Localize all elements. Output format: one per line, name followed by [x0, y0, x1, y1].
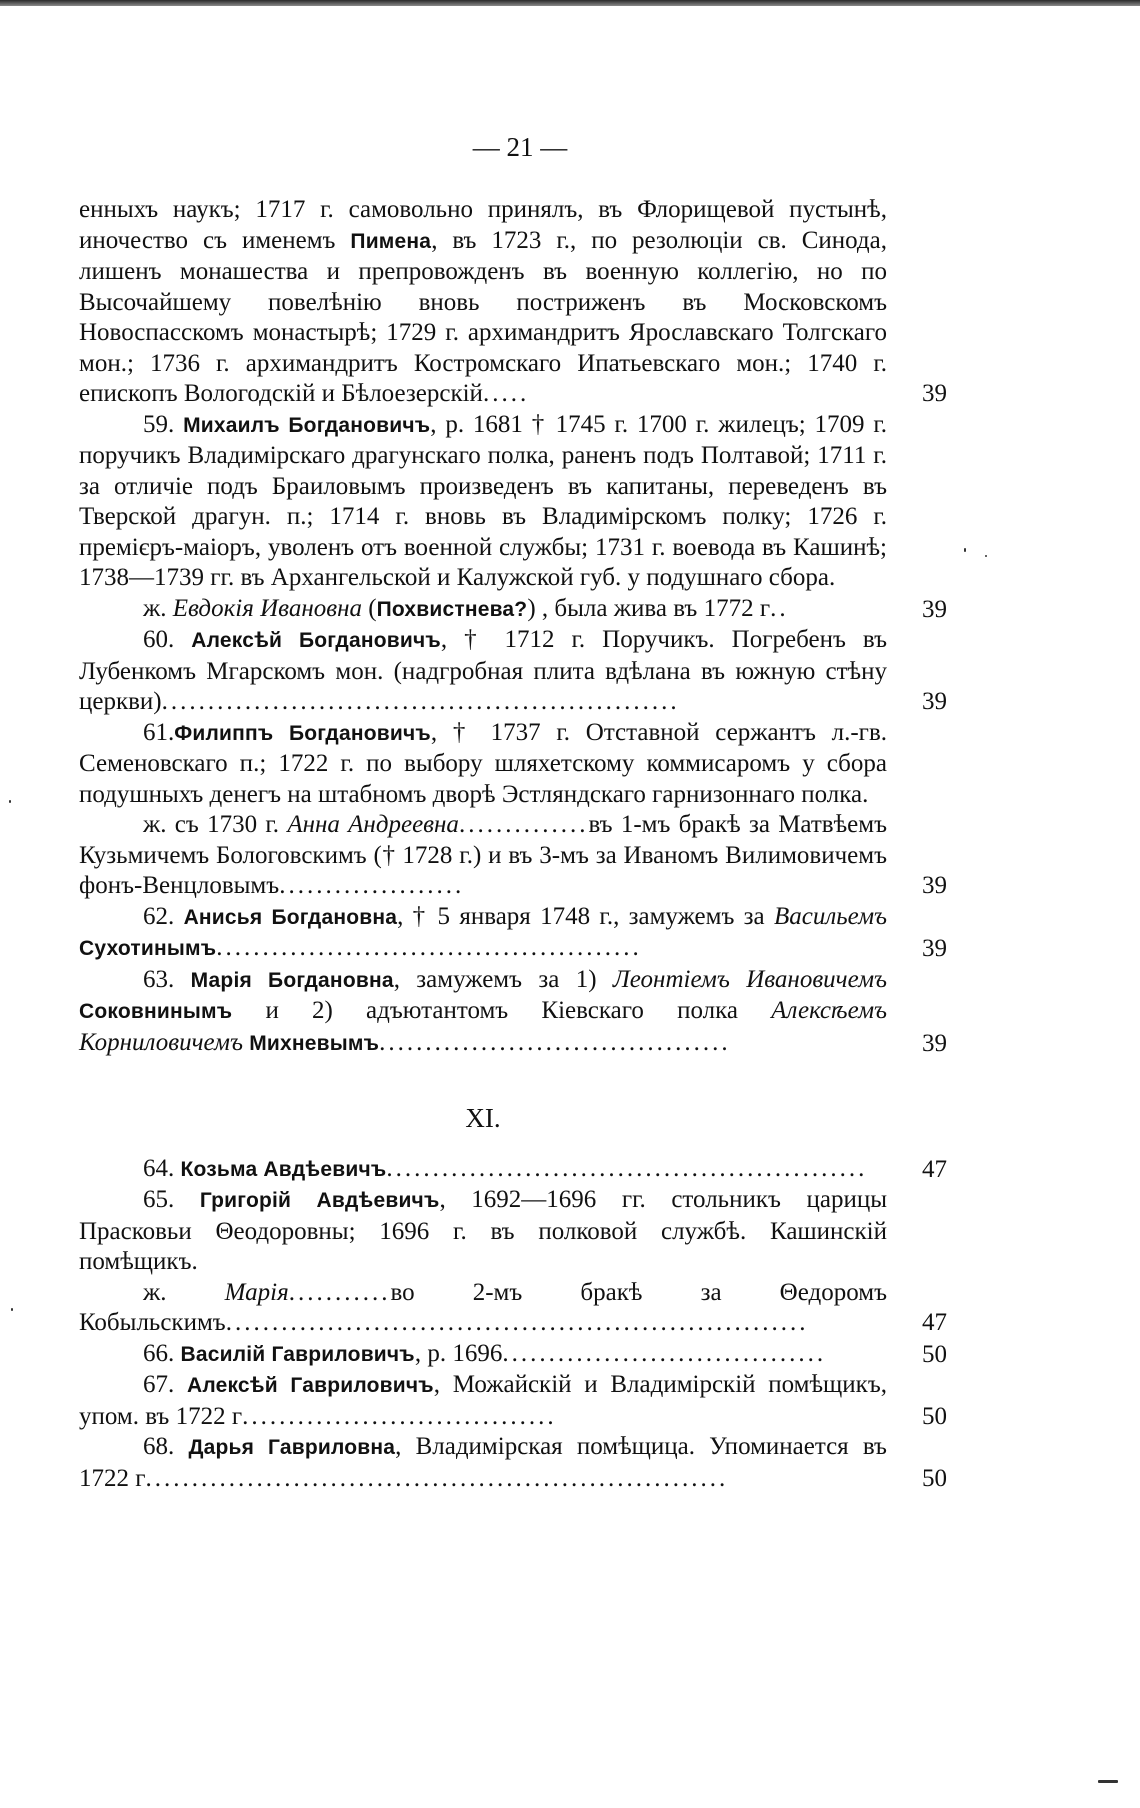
scan-mark — [1098, 1780, 1118, 1783]
entry-text-run: , Можайскій и Владимірскій помѣщикъ, упом. въ 1722 г — [79, 1371, 888, 1430]
name-bold: Козьма Авдѣевичъ — [180, 1157, 387, 1181]
page-reference: 47 — [922, 1309, 947, 1336]
page-reference: 39 — [922, 380, 947, 407]
name-italic: Васильемъ — [773, 902, 888, 930]
entry-text-run: 63. — [143, 965, 191, 993]
scan-speck — [985, 555, 987, 557]
entry-text-run: 68. — [143, 1433, 189, 1460]
entry-entry-61 — [79, 718, 947, 811]
entry-text-run: 60. — [143, 626, 192, 653]
name-italic: Евдокія Ивановна — [172, 594, 362, 622]
dot-leader: ..... — [482, 380, 530, 407]
entry-wife-59 — [79, 594, 947, 626]
entry-wife-65 — [79, 1278, 947, 1339]
entry-text-run: , † 1712 г. Поручикъ. Погребенъ въ Лубенкомъ Мгарскомъ мон. (надгробная плита вдѣлана въ южную стѣну церкви) — [79, 626, 888, 715]
entry-text-run: 65. — [143, 1186, 200, 1213]
entry-text-run: 62. — [143, 902, 184, 930]
name-bold: Михаилъ Богдановичъ — [183, 413, 431, 437]
entry-text-run: , р. 1696 — [414, 1339, 503, 1367]
name-bold: Григорій Авдѣевичъ — [199, 1189, 440, 1212]
entry-text — [79, 718, 887, 811]
dot-leader: .............................................. — [216, 934, 642, 961]
name-bold: Похвистнева? — [376, 597, 528, 621]
page-reference: 47 — [922, 1155, 947, 1183]
name-bold: Марія Богдановна — [190, 968, 394, 992]
entry-text — [79, 195, 887, 410]
dot-leader: ............................................................... — [145, 1464, 729, 1492]
name-italic: Анна Андреевна — [287, 811, 459, 838]
dot-leader: .................................. — [242, 1402, 557, 1430]
entry-text-run: во 2-мъ бракѣ за Θедоромъ Кобыльскимъ — [79, 1278, 887, 1336]
entry-text-run: ж. — [143, 1278, 225, 1306]
name-bold: Пимена — [350, 229, 432, 253]
page-reference: 39 — [922, 595, 947, 623]
entry-continuation — [79, 195, 947, 410]
entry-entry-67 — [79, 1370, 947, 1432]
entry-entry-64 — [79, 1154, 947, 1186]
name-bold: Дарья Гавриловна — [188, 1436, 396, 1459]
entry-text-run: 66. — [143, 1339, 181, 1367]
entry-text — [79, 625, 887, 718]
scan-speck — [964, 548, 966, 552]
scan-speck — [11, 1308, 13, 1311]
entry-entry-63 — [79, 965, 947, 1060]
entries-list — [79, 195, 947, 1059]
entry-text-run: 59. — [143, 410, 184, 438]
entry-text-run: 61. — [143, 718, 175, 746]
page-reference: 39 — [922, 688, 947, 715]
dot-leader: ............................................................... — [225, 1309, 809, 1336]
entry-wife-61 — [79, 810, 947, 902]
dot-leader: .................... — [279, 872, 465, 899]
entry-text-run: , замужемъ за 1) — [393, 965, 613, 993]
page-number: — 21 — — [472, 132, 568, 162]
entry-text-run: ( — [361, 594, 377, 622]
entry-text-run: , Владимірская помѣщица. Упоминается въ 1722 г — [79, 1433, 887, 1492]
name-bold: Соковнинымъ — [79, 1000, 233, 1023]
entry-entry-66 — [79, 1339, 947, 1371]
entry-entry-60 — [79, 625, 947, 718]
dot-leader: ................................... — [502, 1339, 827, 1367]
entry-text — [79, 1432, 887, 1494]
top-scan-border — [0, 0, 1140, 6]
entry-entry-68 — [79, 1432, 947, 1494]
dot-leader: ........................................................ — [161, 688, 680, 715]
name-bold: Алексѣй Богдановичъ — [191, 629, 441, 652]
entry-text — [79, 1185, 887, 1278]
page-reference: 50 — [922, 1464, 947, 1492]
entry-text — [79, 410, 887, 594]
page-reference: 39 — [922, 935, 947, 962]
name-bold: Анисья Богдановна — [183, 905, 398, 929]
page-reference: 50 — [922, 1402, 947, 1430]
name-italic: Алексѣемъ Корниловичемъ — [79, 997, 887, 1056]
scan-speck — [9, 800, 11, 803]
page-reference: 39 — [922, 1029, 947, 1057]
entry-text-run: , † 5 января 1748 г., замужемъ за — [397, 902, 774, 930]
entries-list-section-xi — [79, 1154, 947, 1495]
entry-text-run: 64. — [143, 1154, 181, 1182]
page-reference: 50 — [922, 1340, 947, 1368]
name-bold: Филиппъ Богдановичъ — [174, 721, 431, 745]
entry-entry-62 — [79, 902, 947, 965]
name-bold: Михневымъ — [249, 1031, 380, 1055]
name-italic: Марія — [224, 1278, 289, 1306]
dot-leader: ........... — [288, 1278, 391, 1306]
entry-text — [79, 1339, 887, 1371]
entry-text-run: ) , была жива въ 1772 г — [527, 594, 771, 622]
dot-leader: .............. — [458, 811, 589, 838]
name-bold: Алексѣй Гавриловичъ — [186, 1374, 434, 1397]
entry-text — [79, 594, 887, 626]
entry-text-run: ж. — [143, 594, 173, 622]
name-bold: Василій Гавриловичъ — [180, 1342, 415, 1366]
entry-text — [79, 965, 887, 1060]
entry-text — [79, 1370, 887, 1432]
entry-text — [79, 810, 887, 902]
dot-leader: ...................................... — [379, 1028, 731, 1056]
entry-text-run: и 2) адъютантомъ Кіевскаго полка — [232, 997, 772, 1024]
entry-text-run: , въ 1723 г., по резолюціи св. Синода, лишенъ монашества и препровожденъ въ военную коллегію, но по Высочайшему повелѣнію вновь постриженъ въ Московскомъ Новоспасскомъ монастырѣ; 1729 г. архимандритъ Ярославскаго Толгскаго мон.; 1736 г. архимандритъ Костромскаго Ипатьевскаго мон.; 1740 г. епископъ Вологодскій и Бѣлоезерскій — [79, 226, 887, 407]
entry-text-run: въ 1-мъ бракѣ за Матвѣемъ Кузьмичемъ Бологовскимъ († 1728 г.) и въ 3-мъ за Иваномъ Вилимовичемъ фонъ-Венцловымъ — [79, 811, 888, 899]
dot-leader: .................................................... — [386, 1154, 868, 1182]
name-bold: Сухотинымъ — [79, 937, 217, 960]
entry-entry-59 — [79, 410, 947, 594]
name-italic: Леонтіемъ Ивановичемъ — [612, 965, 888, 993]
page-body — [79, 195, 947, 1494]
entry-text-run: ж. съ 1730 г. — [143, 811, 288, 838]
entry-text-run: , 1692—1696 гг. стольникъ царицы Прасковьи Θеодоровны; 1696 г. въ полковой службѣ. Кашинскій помѣщикъ. — [79, 1186, 888, 1275]
entry-text-run: 67. — [143, 1371, 187, 1398]
entry-text-run: , р. 1681 † 1745 г. 1700 г. жилецъ; 1709 г. поручикъ Владимірскаго драгунскаго полка, раненъ подъ Полтавой; 1711 г. за отличіе подъ Браиловымъ произведенъ въ капитаны, переведенъ въ Тверской драгун. п.; 1714 г. вновь въ Владимірскомъ полку; 1726 г. премієръ-маіоръ, уволенъ отъ военной службы; 1731 г. воевода въ Кашинѣ; 1738—1739 гг. въ Архангельской и Калужской губ. у подушнаго сбора. — [79, 410, 887, 591]
entry-entry-65 — [79, 1185, 947, 1278]
dot-leader: .. — [770, 594, 789, 622]
page-reference: 39 — [922, 872, 947, 899]
entry-text-run: , † 1737 г. Отставной сержантъ л.-гв. Семеновскаго п.; 1722 г. по выбору шляхетскому коммисаромъ у сбора подушныхъ денегъ на штабномъ дворѣ Эстляндскаго гарнизоннаго полка. — [79, 718, 887, 808]
entry-text-run: енныхъ наукъ; 1717 г. самовольно принялъ, въ Флорищевой пустынѣ, иночество съ именемъ — [79, 196, 887, 254]
entry-text — [79, 902, 887, 965]
section-heading: XI. — [465, 1103, 501, 1133]
entry-text — [79, 1154, 887, 1186]
entry-text — [79, 1278, 887, 1339]
